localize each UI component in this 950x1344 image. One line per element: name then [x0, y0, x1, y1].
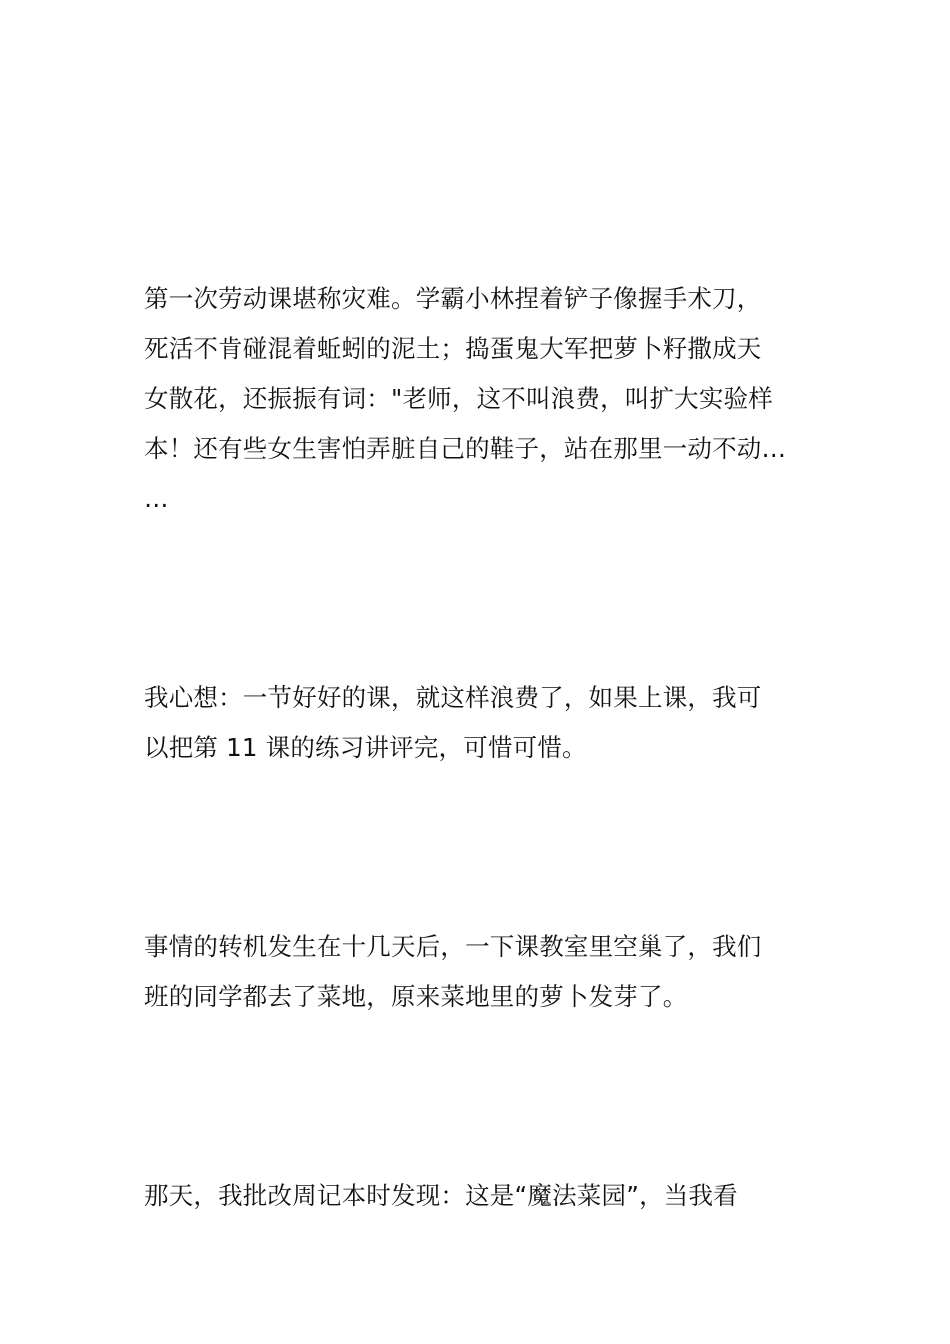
paragraph-magic-garden	[144, 1171, 808, 1221]
text-line: 班的同学都去了菜地，原来菜地里的萝卜发芽了。	[144, 982, 688, 1011]
text-line: …	[144, 484, 169, 513]
text-line: 事情的转机发生在十几天后，一下课教室里空巢了，我们	[144, 932, 762, 961]
text-line: 本！还有些女生害怕弄脏自己的鞋子，站在那里一动不动…	[144, 434, 787, 463]
text-line: 我心想：一节好好的课，就这样浪费了，如果上课，我可	[144, 683, 762, 712]
paragraph-labor-class	[144, 274, 808, 524]
text-line: 死活不肯碰混着蚯蚓的泥土；捣蛋鬼大军把萝卜籽撒成天	[144, 334, 762, 363]
text-line: 第一次劳动课堪称灾难。学霸小林捏着铲子像握手术刀，	[144, 284, 762, 313]
paragraph-teacher-thought	[144, 673, 808, 773]
text-line: 那天，我批改周记本时发现：这是“魔法菜园”，当我看	[144, 1181, 738, 1210]
paragraph-turning-point	[144, 922, 808, 1022]
text-line: 女散花，还振振有词："老师，这不叫浪费，叫扩大实验样	[144, 384, 773, 413]
text-line: 以把第 11 课的练习讲评完，可惜可惜。	[144, 733, 587, 762]
